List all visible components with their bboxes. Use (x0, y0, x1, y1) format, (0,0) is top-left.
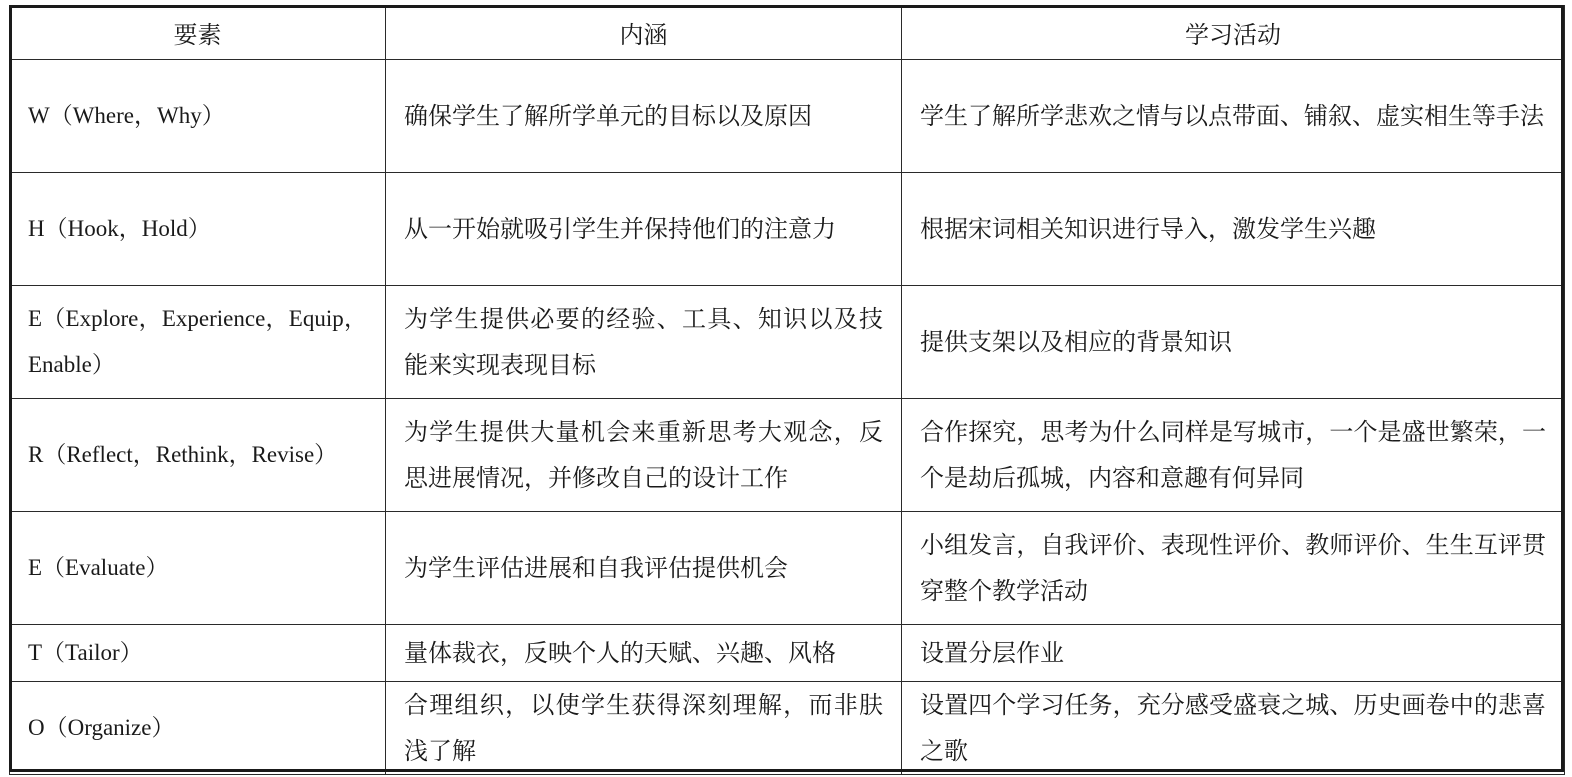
row-meaning: 量体裁衣，反映个人的天赋、兴趣、风格 (386, 625, 902, 682)
header-meaning: 内涵 (386, 6, 902, 60)
table-row (10, 286, 1565, 399)
row-element: E（Evaluate） (10, 512, 386, 625)
row-activity: 根据宋词相关知识进行导入，激发学生兴趣 (902, 173, 1565, 286)
row-meaning: 为学生评估进展和自我评估提供机会 (386, 512, 902, 625)
row-element: O（Organize） (10, 682, 386, 775)
table-row (10, 60, 1565, 173)
table-row (10, 173, 1565, 286)
row-meaning: 为学生提供必要的经验、工具、知识以及技能来实现表现目标 (386, 286, 902, 399)
table-row (10, 512, 1565, 625)
header-element: 要素 (10, 6, 386, 60)
table-body (10, 60, 1565, 775)
row-element: T（Tailor） (10, 625, 386, 682)
row-element: R（Reflect，Rethink，Revise） (10, 399, 386, 512)
header-activity: 学习活动 (902, 6, 1565, 60)
row-meaning: 为学生提供大量机会来重新思考大观念，反思进展情况，并修改自己的设计工作 (386, 399, 902, 512)
row-activity: 设置四个学习任务，充分感受盛衰之城、历史画卷中的悲喜之歌 (902, 682, 1565, 775)
wheretoo-table (9, 5, 1565, 775)
row-element: E（Explore，Experience，Equip，Enable） (10, 286, 386, 399)
row-meaning: 确保学生了解所学单元的目标以及原因 (386, 60, 902, 173)
row-activity: 设置分层作业 (902, 625, 1565, 682)
row-meaning: 合理组织，以使学生获得深刻理解，而非肤浅了解 (386, 682, 902, 775)
table-row (10, 625, 1565, 682)
row-activity: 合作探究，思考为什么同样是写城市，一个是盛世繁荣，一个是劫后孤城，内容和意趣有何异同 (902, 399, 1565, 512)
header-row (10, 6, 1565, 60)
row-meaning: 从一开始就吸引学生并保持他们的注意力 (386, 173, 902, 286)
table-header (10, 6, 1565, 60)
table-row (10, 682, 1565, 775)
row-element: H（Hook，Hold） (10, 173, 386, 286)
row-activity: 提供支架以及相应的背景知识 (902, 286, 1565, 399)
table-row (10, 399, 1565, 512)
row-element: W（Where，Why） (10, 60, 386, 173)
row-activity: 小组发言，自我评价、表现性评价、教师评价、生生互评贯穿整个教学活动 (902, 512, 1565, 625)
row-activity: 学生了解所学悲欢之情与以点带面、铺叙、虚实相生等手法 (902, 60, 1565, 173)
